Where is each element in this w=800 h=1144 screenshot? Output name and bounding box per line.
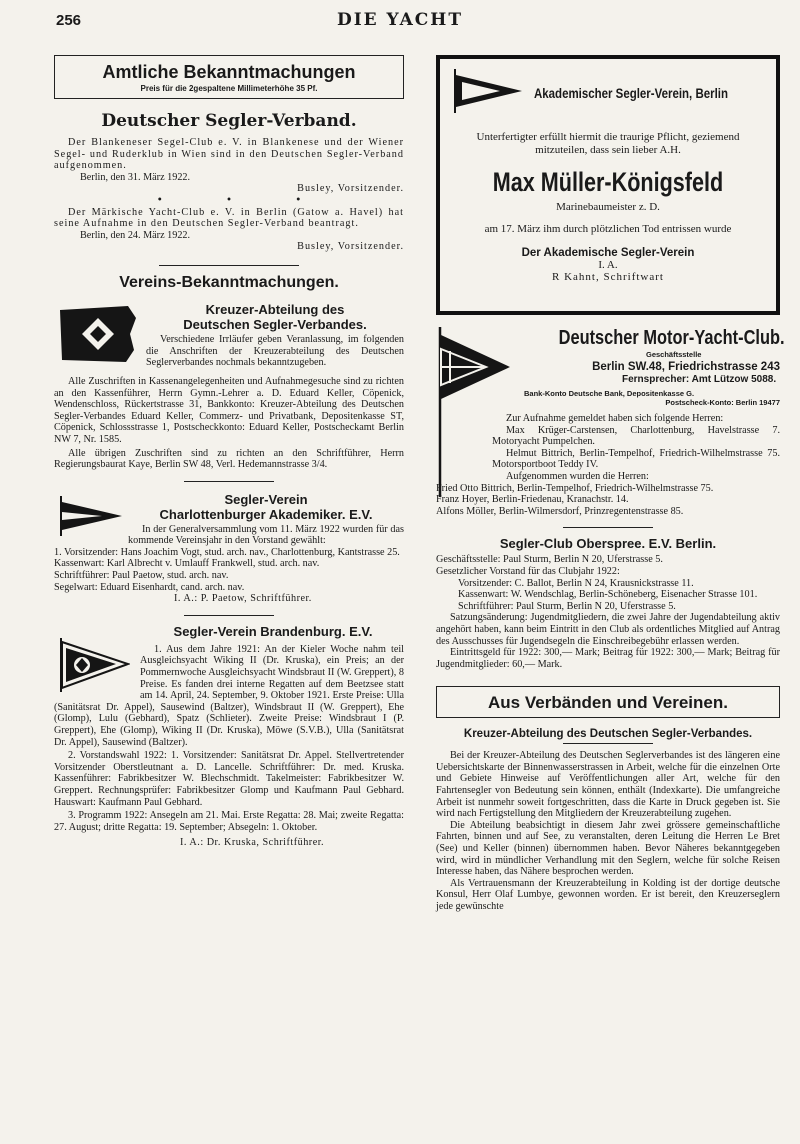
- dsv-signature-1: Busley, Vorsitzender.: [297, 183, 404, 195]
- charlottenburg-para: In der Generalversammlung vom 11. März 1922 wurden für das kommende Vereinsjahr in den Vorstand gewählt:: [128, 523, 404, 547]
- dsv-notice-1: Der Blankeneser Segel-Club e. V. in Blankenese und der Wiener Segel- und Ruderklub in Wien sind in den Deutschen Segler-Verband aufgenommen.: [54, 137, 404, 172]
- dsv-date-2: Berlin, den 24. März 1922.: [80, 229, 191, 241]
- kreuzer-para-3: Alle übrigen Zuschriften sind zu richten an den Schriftführer, Herrn Regierungsbaurat Kaye, Berlin SW 48, Verl. Hedemannstrasse 3/4.: [54, 447, 404, 471]
- oberspree-line-2: Gesetzlicher Vorstand für das Clubjahr 1922:: [436, 565, 620, 577]
- oberspree-line-1: Geschäftsstelle: Paul Sturm, Berlin N 20, Uferstrasse 5.: [436, 554, 663, 566]
- brandenburg-block: [54, 624, 404, 680]
- oberspree-line-3: Vorsitzender: C. Ballot, Berlin N 24, Krausnickstrasse 11.: [458, 577, 694, 589]
- dmyc-block: [436, 327, 785, 517]
- charlottenburg-item-3: Schriftführer: Paul Paetow, stud. arch. nav.: [54, 570, 229, 582]
- dmyc-flag-icon: [436, 327, 512, 497]
- brandenburg-para-1-text: 1. Aus dem Jahre 1921: An der Kieler Woche nahm teil Ausgleichsyacht Wiking II (Dr. Kruska), ein Preis; an der Pommernwoche Ausgleichsyacht Windsbraut II (W. Greppert), 8 Preise. Es fanden drei interne Regatten auf dem Beetzsee statt am 14. April, 24. September, 9. Oktober 1921. Erste Preise: Ulla (Sanitätsrat Dr. Appel), Sausewind (Baltzer), Windsbraut II (W. Greppert), Ehe (Glomp), Lulu (Gebhard), Spatz (Schlieter). Zweite Preise: Windsbraut I (P. Greppert), Ehe (Glomp), Wiking II (Dr. Kruska), Möwe (S.V.B.), Ulla (Sanitätsrat Dr. Appel), Sausewind (Baltzer).: [54, 643, 404, 748]
- oberspree-para-2: Eintrittsgeld für 1922: 300,— Mark; Beitrag für 1922: 300,— Mark; Beitrag für Jugendmitglieder: 60,— Mark.: [436, 647, 780, 670]
- brandenburg-signature: I. A.: Dr. Kruska, Schriftführer.: [180, 837, 325, 849]
- page-number: 256: [56, 12, 82, 29]
- kreuzer-title-1: Kreuzer-Abteilung des: [205, 301, 345, 317]
- dmyc-admitted-1: Fried Otto Bittrich, Berlin-Tempelhof, Friedrich-Wilhelmstrasse 75.: [436, 482, 714, 494]
- charlottenburg-item-4: Segelwart: Eduard Eisenhardt, cand. arch. nav.: [54, 581, 245, 593]
- section-rule: [184, 481, 274, 482]
- brandenburg-para-3: 3. Programm 1922: Ansegeln am 21. Mai. Erste Regatta: 28. Mai; zweite Regatta: 27. August; dritte Regatta: 19. September; Absegeln: 1. Oktober.: [54, 810, 404, 833]
- asv-pennant-icon: [452, 69, 524, 117]
- asv-header: [452, 69, 764, 117]
- aus-title: Aus Verbänden und Vereinen.: [488, 693, 728, 713]
- section-rule: [159, 265, 299, 266]
- right-column: [436, 55, 785, 913]
- asv-name: Akademischer Segler-Verein, Berlin: [534, 85, 728, 101]
- amtliche-subtitle: Preis für die 2gespaltene Millimeterhöhe 35 Pf.: [140, 84, 318, 93]
- deceased-rank: Marinebaumeister z. D.: [556, 201, 660, 213]
- kreuzer-flag-icon: [58, 304, 138, 366]
- amtliche-title: Amtliche Bekanntmachungen: [102, 62, 356, 82]
- divider-dots: • • •: [156, 194, 332, 206]
- charlottenburg-title-1: Segler-Verein: [224, 491, 308, 507]
- left-column: [54, 55, 404, 849]
- oberspree-title: Segler-Club Oberspree. E.V. Berlin.: [499, 536, 717, 552]
- kreuzer-para-2: Alle Zuschriften in Kassenangelegenheiten und Aufnahmegesuche sind zu richten an den Kassenführer, Herrn Gymn.-Lehrer a. D. Eduard Keller, Cöpenick, Wendenschloss, Rückertstrasse 31, Bankkonto: Kreuzer-Abteilung des Deutschen Segler-Verbandes Eduard Keller, Commerz- und Privatbank, Depositenkasse ST, Cöpenick, Schlossstrasse 1, Postscheckkonto: Eduard Keller, Postscheckamt Berlin NW 7, Nr. 1585.: [54, 375, 404, 445]
- charlottenburg-title-2: Charlottenburger Akademiker. E.V.: [159, 506, 373, 522]
- dsv-date-1: Berlin, den 31. März 1922.: [80, 171, 191, 183]
- dmyc-head: [510, 327, 785, 407]
- aus-para-2: Die Abteilung beabsichtigt in diesem Jahr zwei grössere gemeinschaftliche Fahrten, binnen und auf See, zu veranstalten, deren Leitung die Herren Le Bret (See) und Keller (binnen) übernommen haben. Bevor Näheres bekanntgegeben wird, wird in mündlicher Verhandlung mit den Seglern, welche für solche Reisen Interesse haben, das Nähere besprochen werden.: [436, 819, 780, 878]
- dmyc-office-label: Geschäftsstelle: [646, 350, 702, 359]
- asv-org: Der Akademische Segler-Verein: [521, 247, 695, 260]
- dsv-signature-2: Busley, Vorsitzender.: [297, 241, 404, 253]
- dsv-heading: Deutscher Segler-Verband.: [101, 111, 357, 131]
- dmyc-member-1: Max Krüger-Carstensen, Charlottenburg, Havelstrasse 7. Motoryacht Pumpelchen.: [492, 424, 780, 448]
- charlottenburg-signature: I. A.: P. Paetow, Schriftführer.: [174, 593, 312, 605]
- dmyc-title: Deutscher Motor-Yacht-Club.: [558, 327, 785, 349]
- dmyc-admitted-3: Alfons Möller, Berlin-Wilmersdorf, Prinzregentenstrasse 85.: [436, 505, 684, 517]
- oberspree-line-4: Kassenwart: W. Wendschlag, Berlin-Schöneberg, Eisenacher Strasse 101.: [458, 589, 758, 601]
- section-rule: [184, 615, 274, 616]
- brandenburg-para-2: 2. Vorstandswahl 1922: 1. Vorsitzender: Sanitätsrat Dr. Appel. Stellvertretender Vorsitzender Oberstleutnant a. D. Lancelle. Schriftführer: Dr. med. Kruska. Kassenführer: Fabrikbesitzer W. Blechschmidt. Takelmeister: Fabrikbesitzer W. Greppert. Rechnungsprüfer: Fabrikbesitzer Glomp und Kaufmann Paul Gebhard. Hauswart: Kaufmann Paul Gebhard.: [54, 750, 404, 808]
- dmyc-phone: Fernsprecher: Amt Lützow 5088.: [622, 374, 777, 385]
- dsv-notice-2: Der Märkische Yacht-Club e. V. in Berlin (Gatow a. Havel) hat seine Aufnahme in den Deutschen Segler-Verband beantragt.: [54, 206, 404, 230]
- oberspree-line-5: Schriftführer: Paul Sturm, Berlin N 20, Uferstrasse 5.: [458, 600, 676, 612]
- kreuzer-title-2: Deutschen Segler-Verbandes.: [183, 316, 367, 332]
- eagle-pennant-icon: [58, 638, 130, 692]
- amtliche-box: [54, 55, 404, 99]
- charlottenburg-block: [54, 492, 404, 547]
- aus-para-3: Als Vertrauensmann der Kreuzerabteilung in Kolding ist der dortige deutsche Konsul, Herr Olaf Lumbye, gewonnen worden. Er ist bereit, den Kreuzerseglern jede gewünschte: [436, 877, 780, 912]
- aus-box: [436, 686, 780, 718]
- asv-ia: I. A.: [598, 259, 618, 272]
- journal-title: DIE YACHT: [336, 10, 464, 30]
- dmyc-postcheck: Postscheck-Konto: Berlin 19477: [665, 398, 780, 407]
- brandenburg-title: Segler-Verein Brandenburg. E.V.: [173, 623, 373, 639]
- section-rule: [563, 527, 653, 528]
- vereins-heading: Vereins-Bekanntmachungen.: [119, 273, 339, 291]
- deceased-name: Max Müller-Königsfeld: [492, 167, 724, 197]
- oberspree-para-1: Satzungsänderung: Jugendmitgliedern, die zwei Jahre der Jugendabteilung aktiv angehört haben, kann beim Eintritt in den Club als ordentliches Mitglied auf Antrag des Ausschusses für Jugendsegeln die Einschreibegebühr erlassen werden.: [436, 612, 780, 647]
- obituary-date: am 17. März ihm durch plötzlichen Tod entrissen wurde: [484, 222, 732, 235]
- dmyc-bank: Bank-Konto Deutsche Bank, Depositenkasse G.: [524, 389, 695, 398]
- dmyc-para-2: Aufgenommen wurden die Herren:: [506, 470, 649, 482]
- dmyc-member-2: Helmut Bittrich, Berlin-Tempelhof, Friedrich-Wilhelmstrasse 75. Motorsportboot Teddy IV.: [492, 447, 780, 471]
- obituary-box: [436, 55, 780, 315]
- obituary-intro: Unterfertigter erfüllt hiermit die traurige Pflicht, geziemend mitzuteilen, dass sein lieber A.H.: [476, 131, 740, 156]
- section-rule: [563, 743, 653, 744]
- dmyc-para-1: Zur Aufnahme gemeldet haben sich folgende Herren:: [506, 413, 724, 424]
- pennant-icon: [58, 496, 124, 536]
- charlottenburg-item-1: 1. Vorsitzender: Hans Joachim Vogt, stud. arch. nav., Charlottenburg, Kantstrasse 25.: [54, 546, 400, 558]
- kreuzer-para-1: Verschiedene Irrläufer geben Veranlassung, im folgenden die Anschriften der Kreuzerabteilung des Deutschen Seglerverbandes nochmals bekanntzugeben.: [146, 333, 404, 369]
- aus-subheading: Kreuzer-Abteilung des Deutschen Segler-Verbandes.: [463, 728, 753, 741]
- dmyc-admitted-2: Franz Hoyer, Berlin-Friedenau, Kranachstr. 14.: [436, 494, 629, 506]
- asv-signature: R Kahnt, Schriftwart: [552, 270, 664, 283]
- charlottenburg-item-2: Kassenwart: Karl Albrecht v. Umlauff Frankwell, stud. arch. nav.: [54, 558, 320, 570]
- kreuzer-block: [54, 302, 404, 376]
- aus-para-1: Bei der Kreuzer-Abteilung des Deutschen Seglerverbandes ist des längeren eine Uebersichtskarte der Binnenwasserstrassen in Arbeit, welche für die einzelnen Orte und Gebiete Hinweise auf Veröffentlichungen aller Art, welche für den Fahrtensegler von Bedeutung sein können, enthält (Indexkarte). Die umfangreiche Arbeit ist nunmehr soweit fortgeschritten, dass die Karte in Druck gegeben ist. Sie wird nach Fertigstellung den Mitgliedern der Kreuzerabteilung zugehen.: [436, 750, 780, 820]
- dmyc-address: Berlin SW.48, Friedrichstrasse 243: [592, 361, 780, 373]
